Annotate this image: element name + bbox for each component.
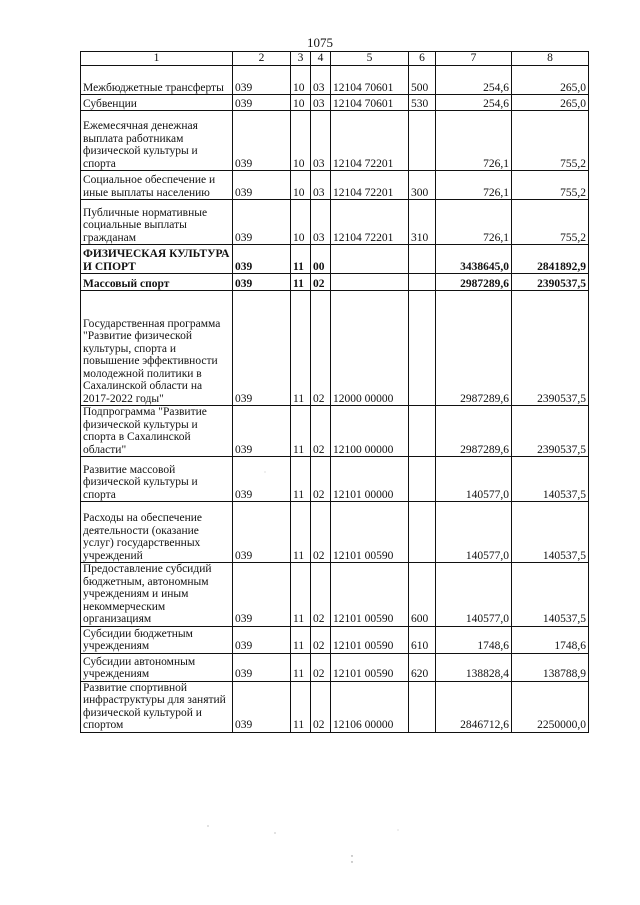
column-header: 8	[512, 52, 589, 66]
amount-year-2: 755,2	[512, 171, 589, 200]
column-header: 1	[81, 52, 233, 66]
budget-code: 039	[233, 291, 291, 406]
amount-year-1: 138828,4	[436, 653, 512, 681]
column-header: 5	[331, 52, 409, 66]
amount-year-1: 726,1	[436, 171, 512, 200]
budget-code: 039	[233, 66, 291, 95]
expense-type-code	[409, 111, 436, 171]
amount-year-1: 726,1	[436, 200, 512, 245]
table-row	[81, 457, 589, 502]
budget-code: 039	[233, 245, 291, 274]
amount-year-1: 3438645,0	[436, 245, 512, 274]
row-name: Массовый спорт	[81, 274, 233, 291]
section-code: 11	[291, 245, 311, 274]
section-code: 11	[291, 291, 311, 406]
target-article-code: 12101 00590	[331, 502, 409, 563]
subsection-code: 02	[311, 681, 331, 732]
expense-type-code: 500	[409, 66, 436, 95]
amount-year-1: 140577,0	[436, 457, 512, 502]
subsection-code: 00	[311, 245, 331, 274]
section-code: 10	[291, 66, 311, 95]
amount-year-2: 140537,5	[512, 563, 589, 627]
amount-year-1: 254,6	[436, 66, 512, 95]
table-row	[81, 406, 589, 457]
section-code: 10	[291, 171, 311, 200]
target-article-code: 12104 72201	[331, 111, 409, 171]
subsection-code: 02	[311, 563, 331, 627]
budget-table	[80, 51, 589, 733]
table-row	[81, 274, 589, 291]
row-name: Развитие массовой физической культуры и спорта	[81, 457, 233, 502]
speck	[351, 855, 352, 856]
target-article-code	[331, 245, 409, 274]
amount-year-1: 140577,0	[436, 502, 512, 563]
budget-code: 039	[233, 653, 291, 681]
section-code: 10	[291, 200, 311, 245]
header-row	[81, 52, 589, 66]
row-name: Субсидии бюджетным учреждениям	[81, 626, 233, 653]
budget-code: 039	[233, 502, 291, 563]
expense-type-code	[409, 245, 436, 274]
subsection-code: 02	[311, 291, 331, 406]
table-row	[81, 563, 589, 627]
column-header: 6	[409, 52, 436, 66]
budget-code: 039	[233, 457, 291, 502]
budget-code: 039	[233, 200, 291, 245]
section-code: 11	[291, 563, 311, 627]
expense-type-code	[409, 502, 436, 563]
section-code: 11	[291, 406, 311, 457]
budget-code: 039	[233, 274, 291, 291]
table-row	[81, 291, 589, 406]
section-code: 11	[291, 457, 311, 502]
amount-year-2: 140537,5	[512, 502, 589, 563]
subsection-code: 03	[311, 111, 331, 171]
target-article-code: 12104 72201	[331, 171, 409, 200]
amount-year-1: 1748,6	[436, 626, 512, 653]
row-name: Публичные нормативные социальные выплаты гражданам	[81, 200, 233, 245]
amount-year-2: 755,2	[512, 111, 589, 171]
amount-year-2: 265,0	[512, 66, 589, 95]
target-article-code: 12000 00000	[331, 291, 409, 406]
speck	[274, 832, 275, 833]
budget-code: 039	[233, 563, 291, 627]
budget-code: 039	[233, 681, 291, 732]
amount-year-2: 1748,6	[512, 626, 589, 653]
speck	[207, 825, 208, 826]
column-header: 4	[311, 52, 331, 66]
target-article-code: 12106 00000	[331, 681, 409, 732]
speck	[351, 861, 352, 862]
amount-year-1: 254,6	[436, 95, 512, 111]
page-number: 1075	[307, 35, 333, 50]
expense-type-code: 310	[409, 200, 436, 245]
target-article-code: 12104 70601	[331, 95, 409, 111]
expense-type-code	[409, 681, 436, 732]
expense-type-code	[409, 274, 436, 291]
expense-type-code: 300	[409, 171, 436, 200]
expense-type-code: 610	[409, 626, 436, 653]
target-article-code: 12104 72201	[331, 200, 409, 245]
row-name: Субвенции	[81, 95, 233, 111]
table-row	[81, 245, 589, 274]
section-code: 10	[291, 111, 311, 171]
subsection-code: 02	[311, 653, 331, 681]
row-name: Развитие спортивной инфраструктуры для занятий физической культурой и спортом	[81, 681, 233, 732]
subsection-code: 02	[311, 274, 331, 291]
subsection-code: 02	[311, 457, 331, 502]
subsection-code: 03	[311, 171, 331, 200]
amount-year-2: 755,2	[512, 200, 589, 245]
expense-type-code: 620	[409, 653, 436, 681]
amount-year-1: 2987289,6	[436, 406, 512, 457]
target-article-code: 12101 00590	[331, 653, 409, 681]
column-header: 2	[233, 52, 291, 66]
amount-year-2: 2390537,5	[512, 274, 589, 291]
amount-year-2: 2390537,5	[512, 406, 589, 457]
section-code: 11	[291, 681, 311, 732]
table-row	[81, 95, 589, 111]
target-article-code: 12101 00590	[331, 563, 409, 627]
expense-type-code	[409, 291, 436, 406]
row-name: Ежемесячная денежная выплата работникам физической культуры и спорта	[81, 111, 233, 171]
section-code: 11	[291, 626, 311, 653]
amount-year-1: 140577,0	[436, 563, 512, 627]
section-code: 11	[291, 274, 311, 291]
row-name: Социальное обеспечение и иные выплаты населению	[81, 171, 233, 200]
amount-year-2: 265,0	[512, 95, 589, 111]
section-code: 11	[291, 653, 311, 681]
subsection-code: 02	[311, 502, 331, 563]
expense-type-code	[409, 457, 436, 502]
budget-code: 039	[233, 171, 291, 200]
table-row	[81, 653, 589, 681]
section-code: 11	[291, 502, 311, 563]
target-article-code: 12101 00590	[331, 626, 409, 653]
amount-year-2: 138788,9	[512, 653, 589, 681]
table-row	[81, 681, 589, 732]
row-name: Государственная программа "Развитие физической культуры, спорта и повышение эффективности молодежной политики в Сахалинской области на 2017-2022 годы"	[81, 291, 233, 406]
subsection-code: 03	[311, 95, 331, 111]
expense-type-code: 600	[409, 563, 436, 627]
subsection-code: 03	[311, 66, 331, 95]
table-row	[81, 171, 589, 200]
row-name: Межбюджетные трансферты	[81, 66, 233, 95]
amount-year-1: 2987289,6	[436, 274, 512, 291]
row-name: Предоставление субсидий бюджетным, автономным учреждениям и иным некоммерческим организациям	[81, 563, 233, 627]
budget-code: 039	[233, 95, 291, 111]
table-row	[81, 626, 589, 653]
row-name: Подпрограмма "Развитие физической культуры и спорта в Сахалинской области"	[81, 406, 233, 457]
expense-type-code	[409, 406, 436, 457]
table-row	[81, 66, 589, 95]
amount-year-2: 2250000,0	[512, 681, 589, 732]
row-name: Субсидии автономным учреждениям	[81, 653, 233, 681]
row-name: ФИЗИЧЕСКАЯ КУЛЬТУРА И СПОРТ	[81, 245, 233, 274]
amount-year-1: 2846712,6	[436, 681, 512, 732]
section-code: 10	[291, 95, 311, 111]
target-article-code: 12100 00000	[331, 406, 409, 457]
budget-code: 039	[233, 406, 291, 457]
row-name: Расходы на обеспечение деятельности (оказание услуг) государственных учреждений	[81, 502, 233, 563]
column-header: 7	[436, 52, 512, 66]
amount-year-2: 2841892,9	[512, 245, 589, 274]
expense-type-code: 530	[409, 95, 436, 111]
target-article-code	[331, 274, 409, 291]
amount-year-2: 2390537,5	[512, 291, 589, 406]
speck	[398, 830, 399, 831]
budget-code: 039	[233, 111, 291, 171]
amount-year-1: 726,1	[436, 111, 512, 171]
column-header: 3	[291, 52, 311, 66]
table-row	[81, 111, 589, 171]
amount-year-1: 2987289,6	[436, 291, 512, 406]
subsection-code: 02	[311, 626, 331, 653]
amount-year-2: 140537,5	[512, 457, 589, 502]
subsection-code: 02	[311, 406, 331, 457]
table-row	[81, 502, 589, 563]
table-row	[81, 200, 589, 245]
target-article-code: 12104 70601	[331, 66, 409, 95]
target-article-code: 12101 00000	[331, 457, 409, 502]
budget-code: 039	[233, 626, 291, 653]
subsection-code: 03	[311, 200, 331, 245]
